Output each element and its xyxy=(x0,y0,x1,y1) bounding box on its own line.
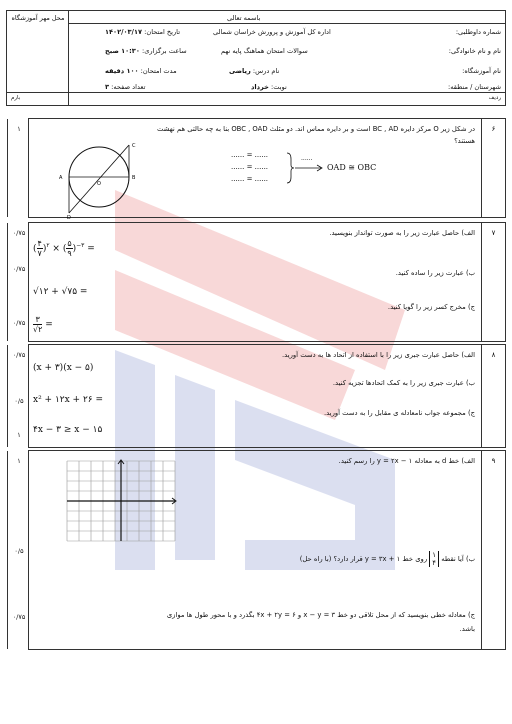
question-number: ۷ xyxy=(481,223,505,341)
score: ۰/۷۵ xyxy=(12,613,26,621)
exam-duration: مدت امتحان: ۱۰۰ دقیقه xyxy=(105,67,177,75)
page-count: تعداد صفحه: ۳ xyxy=(105,83,146,91)
score-column xyxy=(7,345,29,447)
score-column xyxy=(7,451,29,649)
part-b-text: ب) آیا نقطه ۱ ۴ روی خط y = ۳x + ۱ قرار دارد؟ (با راه حل) xyxy=(299,551,475,567)
city-label: شهرستان / منطقه: xyxy=(447,83,501,91)
question-number: ۶ xyxy=(481,119,505,217)
label-a: A xyxy=(59,175,63,181)
score-column xyxy=(7,223,29,341)
question-8 xyxy=(12,344,506,448)
question-6 xyxy=(17,118,506,219)
score: ۰/۵ xyxy=(14,397,24,405)
score: ۱ xyxy=(17,125,21,133)
score: ۱ xyxy=(17,457,21,465)
score: ۰/۷۵ xyxy=(12,351,26,359)
school-name-label: نام آموزشگاه: xyxy=(462,67,501,75)
score-column xyxy=(7,119,29,217)
office-name: اداره کل آموزش و پرورش خراسان شمالی xyxy=(213,28,331,36)
question-number: ۹ xyxy=(481,451,505,649)
subject: نام درس: ریاضی xyxy=(229,67,280,75)
expression-a: ( $\frac{۴}{۷}$ )$^۲$ × ( $\frac{۵}{۹}$ )$^{-۳}$ = xyxy=(33,239,95,258)
exam-title: سوالات امتحان هماهنگ پایه نهم xyxy=(221,47,308,55)
part-c-text: ج) مخرج کسر زیر را گویا کنید. xyxy=(387,303,475,311)
row-column-label: ردیف xyxy=(488,95,501,101)
exam-turn: نوبت: خرداد xyxy=(251,83,287,91)
expression-b: x² + ۱۲x + ۲۶ = xyxy=(33,395,104,405)
question-text: هستند؟ xyxy=(454,137,475,145)
column-header-row xyxy=(6,92,506,106)
question-7 xyxy=(12,222,506,342)
score: ۰/۷۵ xyxy=(12,319,26,327)
part-a-text: الف) حاصل عبارت زیر را به صورت توانداز بنویسید. xyxy=(329,229,475,237)
part-b-text: ب) عبارت زیر را ساده کنید. xyxy=(395,269,475,277)
point-vector: ۱ ۴ xyxy=(429,551,439,567)
label-d: D xyxy=(67,215,71,219)
expression-a: (x + ۳)(x − ۵) xyxy=(33,363,94,373)
score: ۱ xyxy=(17,431,21,439)
blank-line: ...... = ...... xyxy=(231,151,269,159)
part-c-text: ج) مجموعه جواب نامعادله ی مقابل را به دست آورید. xyxy=(323,409,475,417)
name-label: نام و نام خانوادگی: xyxy=(448,47,501,55)
expression-c: $\frac{۳}{√۲}$ = xyxy=(33,315,53,334)
stamp-label: محل مهر آموزشگاه xyxy=(11,14,65,22)
question-9 xyxy=(12,450,506,650)
blank-line: ...... = ...... xyxy=(231,175,269,183)
expression-b: √۱۲ + √۷۵ = xyxy=(33,287,88,297)
score: ۰/۵ xyxy=(14,547,24,555)
score-column-label: بارم xyxy=(11,95,21,101)
school-stamp-area xyxy=(7,11,69,105)
exam-time: ساعت برگزاری: ۱۰:۳۰ صبح xyxy=(105,47,187,55)
label-b: B xyxy=(132,175,136,181)
candidate-number-label: شماره داوطلبی: xyxy=(455,28,501,36)
part-c-text: باشد. xyxy=(459,625,475,633)
circle-figure xyxy=(45,141,155,219)
bismillah: باسمه تعالی xyxy=(227,14,261,22)
blank-line: ...... = ...... xyxy=(231,163,269,171)
question-number: ۸ xyxy=(481,345,505,447)
score: ۰/۷۵ xyxy=(12,229,26,237)
question-text: در شکل زیر O مرکز دایره BC , AD است و بر دایره مماس اند. دو مثلث OBC , OAD بنا به چه حالتی هم نهشت xyxy=(157,125,475,133)
part-c-text: ج) معادله خطی بنویسید که از محل تلاقی دو خط x − y = ۳ و ۴x + ۲y = ۶ بگذرد و با محور طول ها موازی xyxy=(166,611,475,619)
exam-date: تاریخ امتحان: ۱۴۰۲/۰۳/۱۷ xyxy=(105,28,181,36)
congruence-statement: OAD ≅ OBC xyxy=(327,163,377,172)
expression-c: ۴x − ۳ ≥ x − ۱۵ xyxy=(33,425,103,435)
coordinate-grid xyxy=(65,459,177,543)
label-o: O xyxy=(97,181,101,187)
label-c: C xyxy=(132,143,136,149)
arrow-dots: ...... xyxy=(301,155,313,162)
part-b-text: ب) عبارت جبری زیر را به کمک اتحادها تجزیه کنید. xyxy=(332,379,475,387)
score: ۰/۷۵ xyxy=(12,265,26,273)
part-a-text: الف) حاصل عبارت جبری زیر را با استفاده از اتحاد ها به دست آورید. xyxy=(282,351,475,359)
part-a-text: الف) خط d به معادله y = ۲x − ۱ را رسم کنید. xyxy=(338,457,475,465)
